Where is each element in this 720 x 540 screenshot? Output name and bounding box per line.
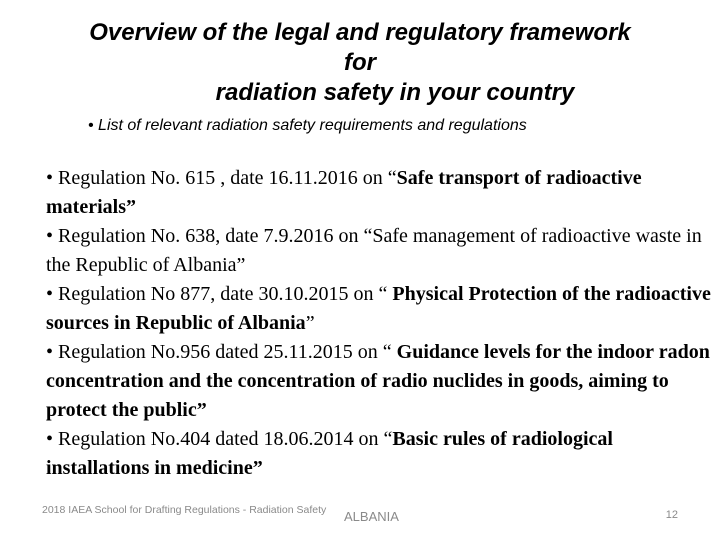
regulation-name: Safe transport of radioactive materials” bbox=[46, 167, 642, 218]
title-line-2: for bbox=[344, 49, 376, 76]
regulation-suffix: ” bbox=[305, 312, 315, 334]
regulation-name: Guidance levels for the indoor radon concentration and the concentration of radio nuclides in goods, aiming to protect the public” bbox=[46, 341, 710, 421]
regulation-name: Physical Protection of the radioactive sources in Republic of Albania bbox=[46, 283, 711, 334]
regulation-prefix: • Regulation No 877, date 30.10.2015 on “ bbox=[46, 283, 393, 305]
regulation-item-956 bbox=[46, 338, 716, 425]
regulation-item-877 bbox=[46, 280, 716, 338]
regulation-prefix: • Regulation No. 615 , date 16.11.2016 on “ bbox=[46, 167, 397, 189]
regulation-prefix: • Regulation No.956 dated 25.11.2015 on “ bbox=[46, 341, 397, 363]
slide-subtitle: • List of relevant radiation safety requirements and regulations bbox=[88, 117, 527, 134]
regulation-prefix: • Regulation No. 638, date 7.9.2016 on “Safe management of radioactive waste in the Republic of Albania” bbox=[46, 225, 702, 276]
regulation-item-615 bbox=[46, 164, 716, 222]
regulation-name: Basic rules of radiological installations in medicine” bbox=[46, 428, 613, 479]
regulation-prefix: • Regulation No.404 dated 18.06.2014 on “ bbox=[46, 428, 393, 450]
footer-event-name: 2018 IAEA School for Drafting Regulations - Radiation Safety bbox=[42, 504, 327, 516]
title-line-1: Overview of the legal and regulatory framework bbox=[89, 19, 631, 46]
footer-country: ALBANIA bbox=[344, 509, 399, 524]
title-line-3: radiation safety in your country bbox=[215, 79, 575, 106]
regulations-list bbox=[46, 164, 716, 483]
regulation-item-404 bbox=[46, 425, 716, 483]
slide-title bbox=[0, 18, 720, 108]
page-number: 12 bbox=[665, 509, 678, 521]
regulation-item-638 bbox=[46, 222, 716, 280]
